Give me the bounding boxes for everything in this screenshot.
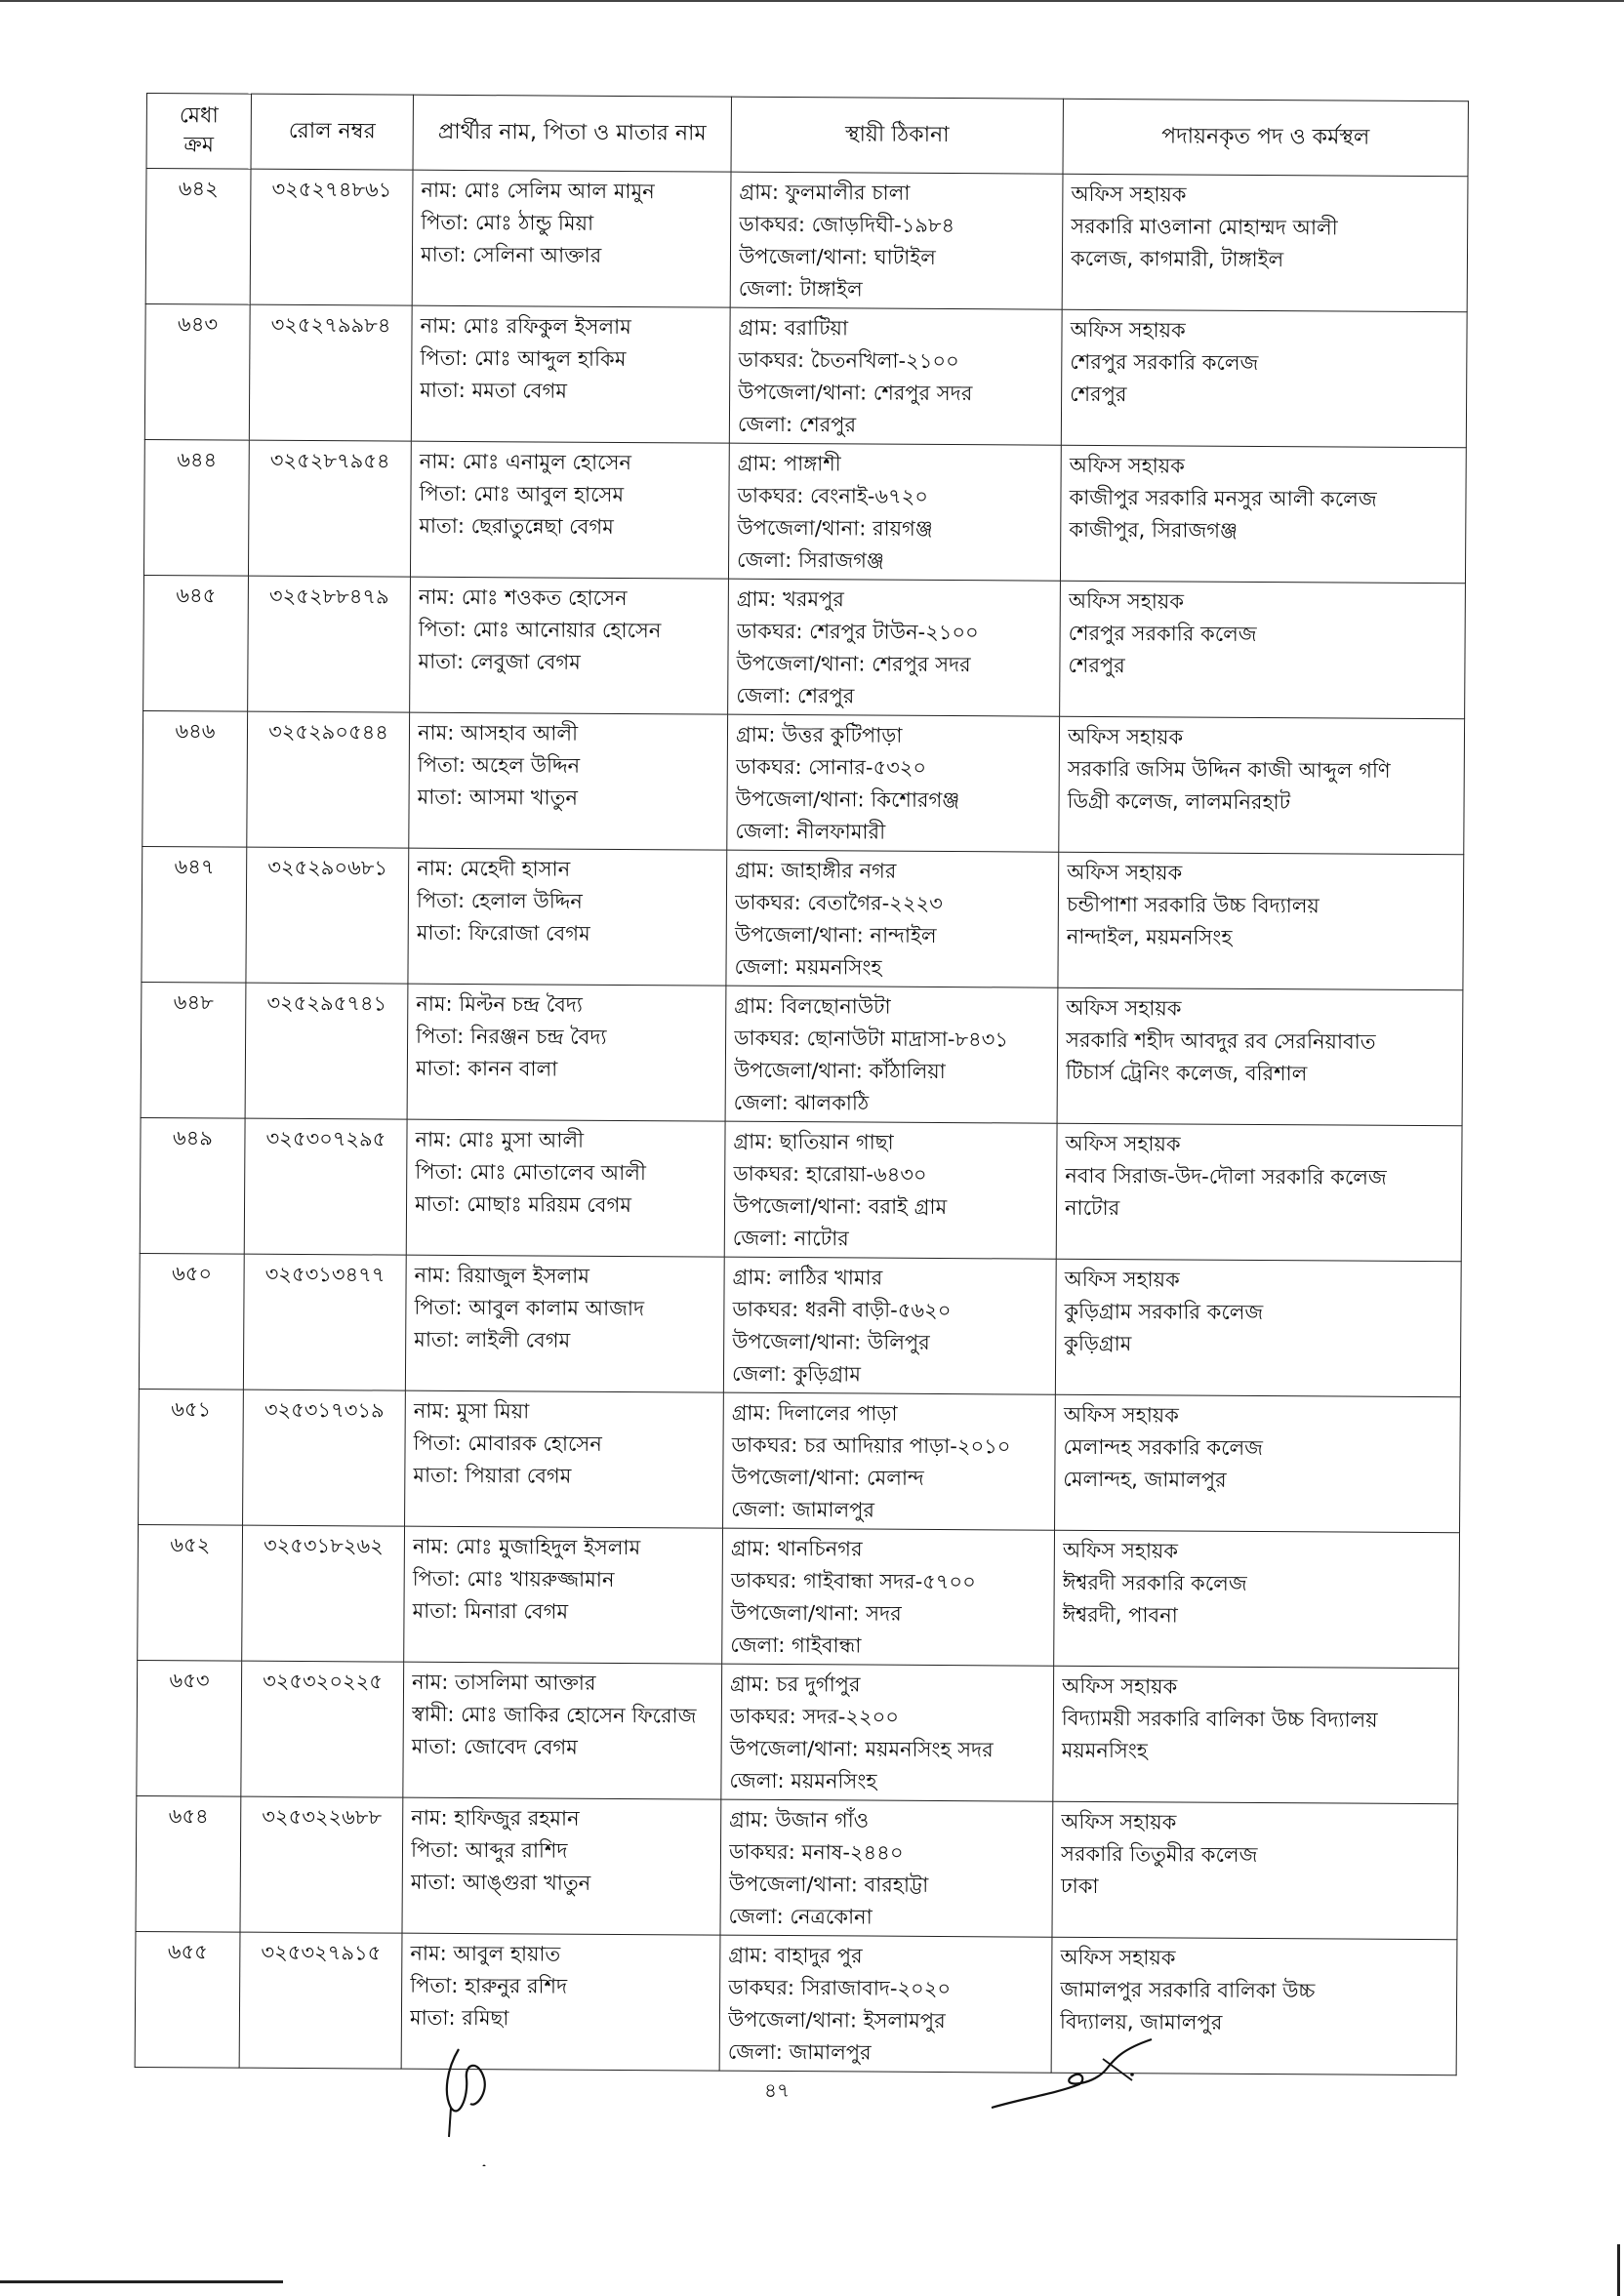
candidate-name-line: মাতা: লেবুজা বেগম xyxy=(418,649,581,674)
header-merit-line1: মেধা xyxy=(179,103,219,129)
permanent-address-line: গ্রাম: লাঠির খামার xyxy=(732,1265,883,1290)
posting-line: কুড়িগ্রাম xyxy=(1064,1331,1132,1356)
candidate-name-cell xyxy=(408,848,727,986)
posting-line: কুড়িগ্রাম সরকারি কলেজ xyxy=(1064,1299,1264,1325)
candidate-name-line: নাম: মোঃ রফিকুল ইসলাম xyxy=(420,313,631,340)
table-row xyxy=(137,1660,1459,1803)
candidate-name-line: মাতা: ফিরোজা বেগম xyxy=(416,920,590,946)
permanent-address-line: গ্রাম: বিলছোনাউটা xyxy=(734,993,891,1019)
posting-line: বিদ্যাময়ী সরকারি বালিকা উচ্চ বিদ্যালয় xyxy=(1061,1706,1378,1732)
merit-cell: ৬৫৪ xyxy=(136,1795,241,1932)
posting-cell xyxy=(1055,1394,1461,1533)
permanent-address-line: জেলা: নীলফামারী xyxy=(735,819,886,844)
candidate-name-line: পিতা: মোঃ আবুল হাসেম xyxy=(419,481,625,506)
posting-cell xyxy=(1054,1530,1460,1669)
roll-cell: ৩২৫৩১৩৪৭৭ xyxy=(243,1254,406,1390)
permanent-address-line: গ্রাম: দিলালের পাড়া xyxy=(731,1400,898,1426)
posting-line: অফিস সহায়ক xyxy=(1066,995,1182,1021)
permanent-address-line: গ্রাম: উজান গাঁও xyxy=(729,1807,870,1833)
table-header-row xyxy=(146,94,1468,177)
permanent-address-line: ডাকঘর: সোনার-৫৩২০ xyxy=(735,754,927,780)
posting-line: মেলান্দহ, জামালপুর xyxy=(1063,1467,1227,1492)
candidate-name-line: নাম: মোঃ মুজাহিদুল ইসলাম xyxy=(412,1534,641,1560)
permanent-address-line: গ্রাম: ফুলমালীর চালা xyxy=(739,180,911,205)
permanent-address-line: উপজেলা/থানা: কিশোরগঞ্জ xyxy=(735,786,960,813)
permanent-address-cell xyxy=(722,1528,1055,1666)
permanent-address-line: উপজেলা/থানা: ঘাটাইল xyxy=(738,244,936,269)
permanent-address-line: উপজেলা/থানা: বরাই গ্রাম xyxy=(732,1193,948,1220)
candidate-name-line: মাতা: জোবেদ বেগম xyxy=(411,1734,578,1759)
posting-line: সরকারি শহীদ আবদুর রব সেরনিয়াবাত xyxy=(1066,1027,1376,1054)
permanent-address-line: উপজেলা/থানা: সদর xyxy=(730,1600,902,1626)
table-row xyxy=(135,1931,1457,2074)
posting-line: বিদ্যালয়, জামালপুর xyxy=(1059,2009,1223,2034)
roll-cell: ৩২৫২৯০৫৪৪ xyxy=(247,711,410,848)
candidate-name-line: মাতা: আসমা খাতুন xyxy=(417,785,578,810)
roll-cell: ৩২৫২৭৪৮৬১ xyxy=(250,169,413,305)
permanent-address-line: ডাকঘর: সিরাজাবাদ-২০২০ xyxy=(728,1975,952,2001)
posting-cell xyxy=(1057,987,1463,1126)
posting-line: ঈশ্বরদী, পাবনা xyxy=(1062,1602,1178,1628)
table-body xyxy=(135,169,1468,2075)
posting-line: টিচার্স ট্রেনিং কলেজ, বরিশাল xyxy=(1065,1060,1308,1086)
candidate-name-cell xyxy=(409,712,728,850)
candidate-name-line: নাম: মেহেদী হাসান xyxy=(417,856,571,881)
permanent-address-line: উপজেলা/থানা: ময়মনসিংহ সদর xyxy=(729,1736,994,1762)
permanent-address-cell xyxy=(725,986,1058,1123)
candidate-name-cell xyxy=(404,1526,723,1664)
permanent-address-line: গ্রাম: জাহাঙ্গীর নগর xyxy=(735,858,897,883)
candidate-name-line: মাতা: কানন বালা xyxy=(415,1056,558,1081)
candidate-name-line: পিতা: হারুনুর রশিদ xyxy=(410,1973,568,1998)
candidate-name-cell xyxy=(403,1662,722,1799)
permanent-address-line: ডাকঘর: ছোনাউটা মাদ্রাসা-৮৪৩১ xyxy=(734,1026,1009,1052)
permanent-address-line: উপজেলা/থানা: উলিপুর xyxy=(732,1329,930,1354)
permanent-address-cell xyxy=(720,1799,1053,1937)
posting-cell xyxy=(1062,174,1468,312)
table-row xyxy=(142,846,1464,989)
candidate-name-line: মাতা: মমতা বেগম xyxy=(420,378,568,403)
permanent-address-line: জেলা: গাইবান্ধা xyxy=(730,1632,862,1658)
roll-cell: ৩২৫২৯৫৭৪১ xyxy=(245,983,408,1119)
posting-line: শেরপুর সরকারি কলেজ xyxy=(1070,349,1259,375)
left-signature-icon xyxy=(429,2039,547,2166)
candidate-name-line: নাম: মিল্টন চন্দ্র বৈদ্য xyxy=(416,991,584,1017)
merit-cell: ৬৫০ xyxy=(139,1253,244,1390)
permanent-address-line: উপজেলা/থানা: কাঁঠালিয়া xyxy=(733,1058,946,1084)
candidate-name-cell xyxy=(405,1390,724,1528)
permanent-address-line: ডাকঘর: চৈতনখিলা-২১০০ xyxy=(738,347,959,374)
permanent-address-cell xyxy=(723,1257,1056,1394)
merit-cell: ৬৫২ xyxy=(138,1524,243,1661)
table-row xyxy=(139,1389,1461,1532)
candidate-name-line: পিতা: মোঃ খায়রুজ্জামান xyxy=(412,1566,615,1591)
permanent-address-line: ডাকঘর: জোড়দিঘী-১৯৮৪ xyxy=(739,212,955,238)
permanent-address-line: ডাকঘর: চর আদিয়ার পাড়া-২০১০ xyxy=(731,1432,1011,1459)
permanent-address-line: উপজেলা/থানা: মেলান্দ xyxy=(731,1465,924,1490)
candidate-name-line: পিতা: মোঃ ঠান্ডু মিয়া xyxy=(421,210,594,235)
candidate-name-line: পিতা: মোঃ মোতালেব আলী xyxy=(415,1159,647,1186)
candidate-name-line: নাম: হাফিজুর রহমান xyxy=(411,1805,580,1831)
roll-cell: ৩২৫৩১৮২৬২ xyxy=(242,1525,405,1662)
table-row xyxy=(141,982,1463,1125)
permanent-address-cell xyxy=(723,1392,1056,1530)
candidate-name-line: মাতা: লাইলী বেগম xyxy=(414,1327,571,1352)
candidate-name-line: পিতা: মোঃ আব্দুল হাকিম xyxy=(420,345,627,372)
permanent-address-line: গ্রাম: থানচিনগর xyxy=(730,1536,863,1561)
posting-cell xyxy=(1058,852,1464,990)
permanent-address-line: উপজেলা/থানা: নান্দাইল xyxy=(734,922,937,947)
candidate-name-line: মাতা: আঙ্গুরা খাতুন xyxy=(410,1870,591,1895)
permanent-address-line: গ্রাম: পাঙ্গাশী xyxy=(737,451,841,476)
posting-line: নাটোর xyxy=(1064,1195,1120,1221)
posting-line: কলেজ, কাগমারী, টাঙ্গাইল xyxy=(1070,246,1284,272)
permanent-address-line: জেলা: ময়মনসিংহ xyxy=(729,1768,877,1793)
roll-cell: ৩২৫৩০৭২৯৫ xyxy=(244,1118,407,1255)
posting-line: সরকারি জসিম উদ্দিন কাজী আব্দুল গণি xyxy=(1067,756,1391,783)
candidate-name-line: মাতা: পিয়ারা বেগম xyxy=(413,1463,572,1488)
roll-cell: ৩২৫৩২২৬৮৮ xyxy=(240,1796,403,1933)
header-merit-line2: ক্রম xyxy=(183,133,215,158)
permanent-address-cell xyxy=(728,443,1061,581)
candidate-name-line: মাতা: মোছাঃ মরিয়ম বেগম xyxy=(414,1191,631,1218)
posting-line: সরকারি তিতুমীর কলেজ xyxy=(1060,1841,1258,1867)
roll-cell: ৩২৫২৯০৬৮১ xyxy=(246,847,409,984)
permanent-address-line: উপজেলা/থানা: রায়গঞ্জ xyxy=(737,515,933,541)
table-row xyxy=(145,169,1468,312)
roll-cell: ৩২৫৩১৭৩১৯ xyxy=(243,1390,406,1526)
bottom-scan-rule xyxy=(0,2280,283,2287)
candidate-name-cell xyxy=(407,984,726,1121)
merit-cell: ৬৫১ xyxy=(139,1389,244,1525)
merit-list-table xyxy=(135,93,1469,2075)
permanent-address-cell xyxy=(729,307,1062,445)
posting-line: ডিগ্রী কলেজ, লালমনিরহাট xyxy=(1067,788,1291,815)
merit-cell: ৬৫৫ xyxy=(135,1931,240,2068)
permanent-address-line: গ্রাম: উত্তর কুটিপাড়া xyxy=(735,722,903,747)
header-merit xyxy=(146,94,251,170)
table-row xyxy=(138,1524,1460,1668)
candidate-name-cell xyxy=(402,1797,721,1935)
posting-cell xyxy=(1061,309,1467,448)
top-scan-rule xyxy=(0,0,1624,6)
candidate-name-line: নাম: আসহাব আলী xyxy=(417,720,579,745)
table-row xyxy=(143,575,1466,718)
merit-cell: ৬৫৩ xyxy=(137,1660,242,1796)
candidate-name-line: নাম: মোঃ সেলিম আল মামুন xyxy=(421,178,655,204)
candidate-name-line: নাম: মোঃ এনামুল হোসেন xyxy=(419,449,632,475)
posting-line: শেরপুর xyxy=(1068,653,1125,678)
candidate-name-cell xyxy=(411,305,730,443)
posting-line: কাজীপুর, সিরাজগঞ্জ xyxy=(1069,517,1238,543)
permanent-address-line: জেলা: টাঙ্গাইল xyxy=(738,276,863,302)
posting-line: অফিস সহায়ক xyxy=(1071,181,1187,207)
posting-line: ঢাকা xyxy=(1060,1873,1099,1898)
posting-line: অফিস সহায়ক xyxy=(1070,317,1186,342)
table-row xyxy=(136,1795,1458,1939)
permanent-address-line: উপজেলা/থানা: শেরপুর সদর xyxy=(738,380,973,406)
candidate-name-line: স্বামী: মোঃ জাকির হোসেন ফিরোজ xyxy=(411,1702,697,1728)
posting-cell xyxy=(1056,1123,1462,1262)
permanent-address-line: ডাকঘর: মনাষ-২৪৪০ xyxy=(728,1839,904,1865)
candidate-name-line: মাতা: মিনারা বেগম xyxy=(412,1598,569,1624)
candidate-name-line: পিতা: আব্দুর রাশিদ xyxy=(410,1837,568,1863)
posting-cell xyxy=(1055,1259,1461,1397)
page-number: ৪৭ xyxy=(764,2078,790,2102)
roll-cell: ৩২৫২৮৮৪৭৯ xyxy=(248,576,411,712)
candidate-name-cell xyxy=(406,1119,725,1257)
roll-cell: ৩২৫৩২৭৯১৫ xyxy=(239,1932,402,2069)
candidate-name-line: নাম: তাসলিমা আক্তার xyxy=(411,1670,596,1695)
candidate-name-cell xyxy=(410,577,729,714)
table-row xyxy=(139,1253,1461,1396)
header-posting: পদায়নকৃত পদ ও কর্মস্থল xyxy=(1063,99,1468,177)
permanent-address-line: জেলা: সিরাজগঞ্জ xyxy=(737,547,884,573)
candidate-name-line: পিতা: হেলাল উদ্দিন xyxy=(416,888,583,913)
candidate-name-cell xyxy=(405,1255,724,1392)
right-signature-icon xyxy=(986,2030,1181,2127)
permanent-address-line: ডাকঘর: ধরনী বাড়ী-৫৬২০ xyxy=(732,1297,952,1323)
posting-cell xyxy=(1060,581,1466,719)
merit-list-page xyxy=(146,93,1468,2068)
permanent-address-line: জেলা: নাটোর xyxy=(732,1226,849,1251)
permanent-address-line: গ্রাম: বরাটিয়া xyxy=(738,315,849,341)
posting-line: জামালপুর সরকারি বালিকা উচ্চ xyxy=(1060,1977,1316,2003)
merit-cell: ৬৪৯ xyxy=(140,1117,245,1254)
permanent-address-line: জেলা: নেত্রকোনা xyxy=(728,1904,873,1929)
permanent-address-line: জেলা: শেরপুর xyxy=(737,412,857,437)
posting-line: শেরপুর সরকারি কলেজ xyxy=(1068,621,1257,646)
posting-line: অফিস সহায়ক xyxy=(1062,1538,1179,1563)
candidate-name-line: মাতা: রমিছা xyxy=(409,2005,509,2031)
candidate-name-line: নাম: মুসা মিয়া xyxy=(413,1398,530,1424)
merit-cell: ৬৪৮ xyxy=(141,982,246,1118)
posting-line: অফিস সহায়ক xyxy=(1067,724,1184,749)
posting-line: অফিস সহায়ক xyxy=(1065,1131,1181,1156)
candidate-name-line: নাম: মোঃ মুসা আলী xyxy=(415,1127,585,1152)
roll-cell: ৩২৫২৮৭৯৫৪ xyxy=(248,440,411,577)
merit-cell: ৬৪৭ xyxy=(142,846,247,983)
merit-cell: ৬৪২ xyxy=(145,169,251,305)
merit-cell: ৬৪৫ xyxy=(143,575,249,711)
candidate-name-line: নাম: আবুল হায়াত xyxy=(410,1941,561,1966)
permanent-address-line: জেলা: শেরপুর xyxy=(736,683,855,708)
candidate-name-cell xyxy=(410,441,729,579)
posting-line: অফিস সহায়ক xyxy=(1069,453,1185,478)
permanent-address-line: জেলা: ময়মনসিংহ xyxy=(734,954,882,980)
posting-line: চন্ডীপাশা সরকারি উচ্চ বিদ্যালয় xyxy=(1066,892,1320,918)
roll-cell: ৩২৫৩২০২২৫ xyxy=(241,1661,404,1797)
permanent-address-line: ডাকঘর: গাইবান্ধা সদর-৫৭০০ xyxy=(730,1568,976,1594)
permanent-address-cell xyxy=(726,850,1059,987)
permanent-address-cell xyxy=(727,714,1060,852)
posting-line: অফিস সহায়ক xyxy=(1060,1945,1176,1970)
permanent-address-line: ডাকঘর: বেতাগৈর-২২২৩ xyxy=(734,890,943,915)
permanent-address-line: উপজেলা/থানা: বারহাট্টা xyxy=(728,1872,929,1897)
candidate-name-line: মাতা: সেলিনা আক্তার xyxy=(420,242,602,267)
permanent-address-line: ডাকঘর: সদর-২২০০ xyxy=(729,1704,900,1729)
header-roll: রোল নম্বর xyxy=(251,94,413,170)
table-row xyxy=(143,439,1466,583)
posting-cell xyxy=(1053,1666,1459,1804)
permanent-address-line: ডাকঘর: শেরপুর টাউন-২১০০ xyxy=(736,619,979,645)
permanent-address-line: জেলা: ঝালকাঠি xyxy=(733,1090,870,1115)
posting-cell xyxy=(1059,716,1465,855)
permanent-address-line: গ্রাম: ছাতিয়ান গাছা xyxy=(733,1129,894,1154)
candidate-name-line: পিতা: নিরঞ্জন চন্দ্র বৈদ্য xyxy=(416,1024,607,1049)
permanent-address-line: গ্রাম: চর দুর্গাপুর xyxy=(729,1672,861,1697)
posting-line: অফিস সহায়ক xyxy=(1064,1267,1180,1292)
posting-line: অফিস সহায়ক xyxy=(1063,1402,1179,1428)
permanent-address-cell xyxy=(724,1121,1057,1259)
permanent-address-line: জেলা: জামালপুর xyxy=(727,2039,872,2065)
posting-line: সরকারি মাওলানা মোহাম্মদ আলী xyxy=(1071,214,1338,240)
posting-line: অফিস সহায়ক xyxy=(1068,588,1185,614)
header-address: স্থায়ী ঠিকানা xyxy=(731,97,1063,174)
candidate-name-line: পিতা: আবুল কালাম আজাদ xyxy=(414,1295,645,1321)
roll-cell: ৩২৫২৭৯৯৮৪ xyxy=(249,304,412,441)
merit-cell: ৬৪৪ xyxy=(143,439,249,576)
posting-line: মেলান্দহ সরকারি কলেজ xyxy=(1063,1434,1264,1461)
candidate-name-line: নাম: মোঃ শওকত হোসেন xyxy=(418,584,628,611)
candidate-name-line: পিতা: মোবারক হোসেন xyxy=(413,1430,602,1456)
posting-cell xyxy=(1052,1801,1458,1940)
permanent-address-cell xyxy=(728,579,1061,716)
permanent-address-line: গ্রাম: খরমপুর xyxy=(736,586,844,612)
permanent-address-line: ডাকঘর: হারোয়া-৬৪৩০ xyxy=(733,1161,927,1187)
posting-line: নবাব সিরাজ-উদ-দৌলা সরকারি কলেজ xyxy=(1065,1163,1387,1189)
permanent-address-line: জেলা: জামালপুর xyxy=(731,1497,875,1522)
table-row xyxy=(140,1117,1462,1261)
right-edge-mark xyxy=(1617,2244,1620,2296)
candidate-name-cell xyxy=(412,170,731,307)
merit-cell: ৬৪৩ xyxy=(144,303,250,440)
permanent-address-cell xyxy=(721,1664,1054,1801)
candidate-name-line: পিতা: অহেল উদ্দিন xyxy=(417,752,581,778)
posting-line: ঈশ্বরদী সরকারি কলেজ xyxy=(1062,1570,1247,1595)
candidate-name-line: মাতা: ছেরাতুন্নেছা বেগম xyxy=(419,513,614,539)
table-row xyxy=(142,710,1465,854)
table-row xyxy=(144,303,1467,447)
posting-line: নান্দাইল, ময়মনসিংহ xyxy=(1066,924,1233,949)
candidate-name-line: পিতা: মোঃ আনোয়ার হোসেন xyxy=(418,617,662,643)
posting-line: ময়মনসিংহ xyxy=(1061,1738,1148,1763)
posting-line: অফিস সহায়ক xyxy=(1067,860,1183,885)
header-name: প্রার্থীর নাম, পিতা ও মাতার নাম xyxy=(413,95,731,172)
posting-line: শেরপুর xyxy=(1070,382,1127,407)
permanent-address-line: ডাকঘর: বেংনাই-৬৭২০ xyxy=(737,483,929,508)
merit-cell: ৬৪৬ xyxy=(142,710,248,847)
posting-cell xyxy=(1060,445,1466,584)
permanent-address-line: গ্রাম: বাহাদুর পুর xyxy=(728,1943,863,1968)
posting-line: অফিস সহায়ক xyxy=(1061,1673,1178,1699)
permanent-address-line: উপজেলা/থানা: ইসলামপুর xyxy=(727,2007,946,2034)
permanent-address-line: উপজেলা/থানা: শেরপুর সদর xyxy=(736,651,971,677)
posting-line: কাজীপুর সরকারি মনসুর আলী কলেজ xyxy=(1069,485,1377,511)
posting-line: অফিস সহায়ক xyxy=(1061,1809,1177,1834)
permanent-address-line: জেলা: কুড়িগ্রাম xyxy=(731,1361,862,1387)
permanent-address-cell xyxy=(730,172,1063,309)
candidate-name-line: নাম: রিয়াজুল ইসলাম xyxy=(414,1263,590,1288)
